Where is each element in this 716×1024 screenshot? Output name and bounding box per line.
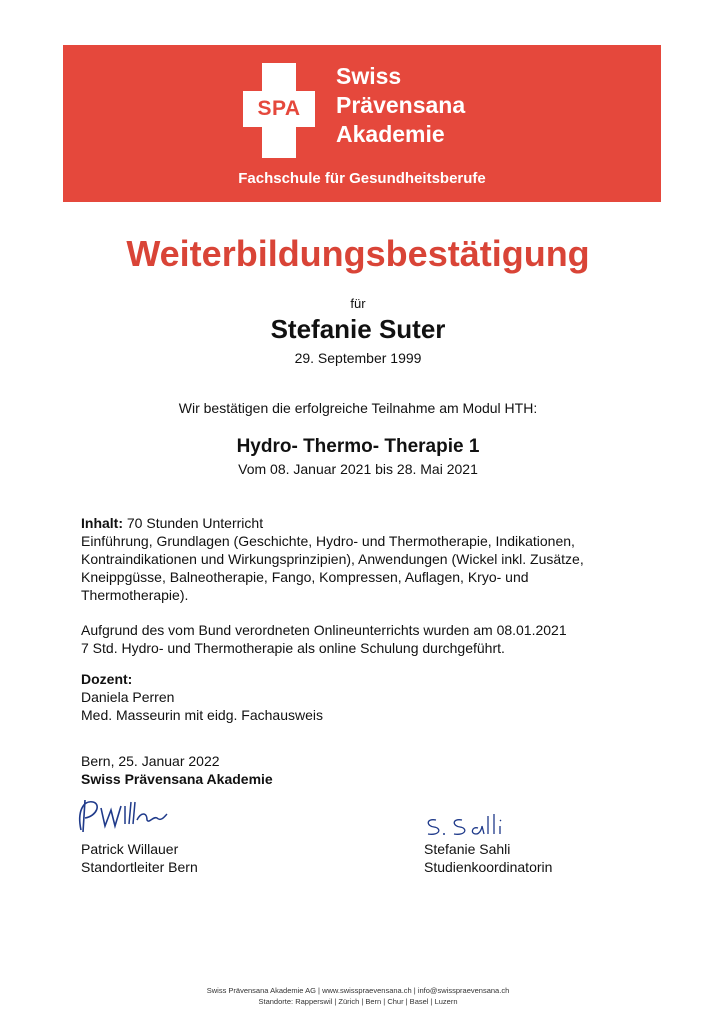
module-period: Vom 08. Januar 2021 bis 28. Mai 2021 — [238, 461, 478, 477]
logo-badge: SPA — [257, 97, 301, 120]
signer-role: Studienkoordinatorin — [424, 859, 553, 875]
module-name: Hydro- Thermo- Therapie 1 — [236, 436, 480, 457]
brand-line-1: Swiss — [336, 63, 402, 89]
brand-line-2: Prävensana — [336, 92, 466, 118]
closing-section — [81, 752, 641, 788]
online-note-line: Aufgrund des vom Bund verordneten Onlineunterrichts wurden am 08.01.2021 — [81, 622, 567, 638]
header-subtitle: Fachschule für Gesundheitsberufe — [238, 170, 486, 187]
signer-name: Stefanie Sahli — [424, 841, 511, 857]
footer-contact: Swiss Prävensana Akademie AG | www.swisspraevensana.ch | info@swisspraevensana.ch — [206, 986, 510, 995]
lecturer-label: Dozent: — [81, 671, 133, 687]
brand-line-3: Akademie — [336, 121, 445, 147]
content-hours: 70 Stunden Unterricht — [123, 515, 264, 531]
brand-name — [336, 62, 465, 149]
content-hours-line — [81, 514, 641, 532]
footer-locations: Standorte: Rapperswil | Zürich | Bern | Chur | Basel | Luzern — [258, 997, 458, 1006]
for-label: für — [350, 296, 366, 311]
content-line: Kneippgüsse, Balneotherapie, Fango, Kompressen, Auflagen, Kryo- und — [81, 569, 529, 585]
online-note-line: 7 Std. Hydro- und Thermotherapie als online Schulung durchgeführt. — [81, 640, 505, 656]
signer-left — [81, 840, 198, 876]
signature-left — [71, 794, 171, 838]
lecturer-section — [81, 670, 641, 724]
confirmation-text: Wir bestätigen die erfolgreiche Teilnahme am Modul HTH: — [178, 400, 538, 416]
content-line: Einführung, Grundlagen (Geschichte, Hydro- und Thermotherapie, Indikationen, — [81, 533, 575, 549]
signature-right — [422, 812, 522, 840]
footer — [0, 985, 716, 1007]
recipient-name: Stefanie Suter — [270, 314, 446, 344]
recipient-birthdate: 29. September 1999 — [294, 350, 422, 366]
certificate-title: Weiterbildungsbestätigung — [126, 233, 590, 274]
signer-name: Patrick Willauer — [81, 841, 179, 857]
lecturer-title: Med. Masseurin mit eidg. Fachausweis — [81, 707, 323, 723]
signer-role: Standortleiter Bern — [81, 859, 198, 875]
content-section — [81, 514, 641, 604]
content-line: Thermotherapie). — [81, 587, 189, 603]
online-note — [81, 621, 641, 657]
content-line: Kontraindikationen und Wirkungsprinzipien), Anwendungen (Wickel inkl. Zusätze, — [81, 551, 584, 567]
lecturer-name: Daniela Perren — [81, 689, 175, 705]
place-date: Bern, 25. Januar 2022 — [81, 753, 220, 769]
institution-name: Swiss Prävensana Akademie — [81, 771, 273, 787]
signer-right — [424, 840, 552, 876]
content-label: Inhalt: — [81, 515, 123, 531]
